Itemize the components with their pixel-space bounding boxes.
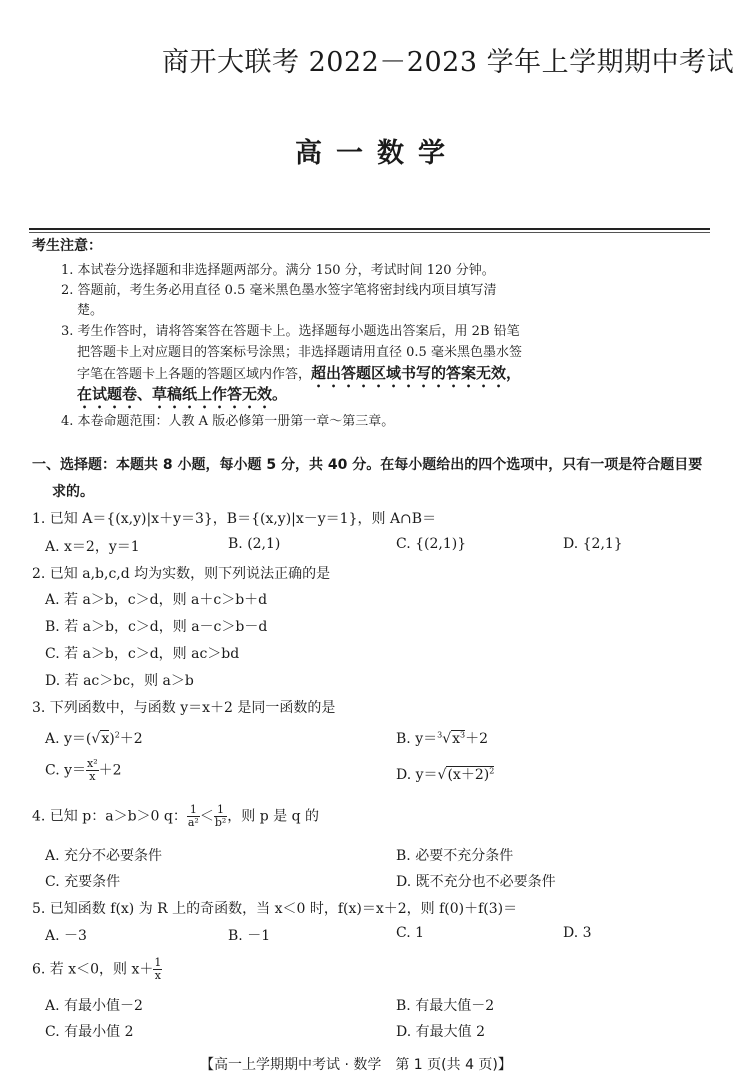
notice-emphasis-2: 在试题卷、草稿纸上作答无效。 — [77, 385, 288, 403]
question-6-stem: 6. 若 x＜0，则 x＋ $\frac{1}{x}$ — [32, 956, 162, 982]
notice-heading: 考生注意： — [32, 238, 102, 254]
question-3-option-a: A. $y=(√x)^2+2$ — [45, 730, 143, 747]
section-heading: 一、选择题：本题共 8 小题，每小题 5 分，共 40 分。在每小题给出的四个选项中，只有一项是符合题目要 — [32, 457, 703, 473]
question-3-option-d: D. $y=√(x+2)^2$ — [396, 766, 495, 783]
notice-item-3: 3. 考生作答时，请将答案答在答题卡上。选择题每小题选出答案后，用 2B 铅笔 — [61, 324, 520, 339]
subject-title: 高一数学 — [295, 138, 459, 169]
question-3-stem: 3. 下列函数中，与函数 y＝x＋2 是同一函数的是 — [32, 700, 336, 716]
section-heading-cont: 求的。 — [52, 484, 94, 500]
question-1-option-d: D. {2,1} — [563, 536, 623, 552]
notice-item-1: 1. 本试卷分选择题和非选择题两部分。满分 150 分，考试时间 120 分钟。 — [61, 263, 495, 278]
question-1-option-b: B. (2,1) — [228, 536, 281, 552]
question-5-stem: 5. 已知函数 f(x) 为 R 上的奇函数，当 x＜0 时，f(x)＝x＋2，则 f(0)＋f(3)＝ — [32, 901, 518, 917]
notice-item-3-cont: 把答题卡上对应题目的答案标号涂黑；非选择题请用直径 0.5 毫米黑色墨水签 — [77, 345, 522, 360]
question-2-stem: 2. 已知 a,b,c,d 均为实数，则下列说法正确的是 — [32, 566, 331, 582]
question-1-stem: 1. 已知 A＝{(x,y)|x＋y＝3}，B＝{(x,y)|x－y＝1}，则 A∩B＝ — [32, 511, 437, 527]
question-6-option-c: C. 有最小值 2 — [45, 1024, 134, 1040]
question-6-option-a: A. 有最小值－2 — [45, 998, 143, 1014]
question-2-option-c: C. 若 a＞b，c＞d，则 ac＞bd — [45, 646, 240, 662]
question-4-option-b: B. 必要不充分条件 — [396, 848, 514, 864]
question-4-option-a: A. 充分不必要条件 — [45, 848, 163, 864]
notice-emphasis-1: 超出答题区域书写的答案无效， — [311, 364, 522, 382]
question-5-option-a: A. －3 — [45, 928, 87, 944]
question-1-option-a: A. x＝2，y＝1 — [45, 539, 140, 555]
header-rule-thick — [29, 228, 710, 230]
question-6-option-d: D. 有最大值 2 — [396, 1024, 485, 1040]
question-3-option-b: B. $y=^3√x^3+2$ — [396, 730, 489, 747]
notice-item-3-plain: 字笔在答题卡上各题的答题区域内作答， — [77, 367, 312, 382]
question-5-option-b: B. －1 — [228, 928, 271, 944]
exam-title: 商开大联考 2022－2023 学年上学期期中考试 — [162, 47, 735, 78]
question-4-option-d: D. 既不充分也不必要条件 — [396, 874, 556, 890]
question-5-option-c: C. 1 — [396, 925, 425, 941]
question-2-option-b: B. 若 a＞b，c＞d，则 a－c＞b－d — [45, 619, 268, 635]
question-2-option-a: A. 若 a＞b，c＞d，则 a＋c＞b＋d — [45, 592, 268, 608]
question-3-option-c: C. y＝ $\frac{\text{x²}}{x}$ ＋2 — [45, 757, 122, 783]
notice-item-2-cont: 楚。 — [77, 303, 104, 318]
question-4-stem: 4. 已知 p：a＞b＞0 q： $\frac{1}{\text{a²}}$ ＜ $\frac{1}{\text{b²}}$ ，则 p 是 q 的 — [32, 803, 320, 829]
header-rule-thin — [29, 232, 710, 233]
question-6-option-b: B. 有最大值－2 — [396, 998, 495, 1014]
question-1-option-c: C. {(2,1)} — [396, 536, 467, 552]
notice-item-2: 2. 答题前，考生务必用直径 0.5 毫米黑色墨水签字笔将密封线内项目填写清 — [61, 283, 497, 298]
notice-item-4: 4. 本卷命题范围：人教 A 版必修第一册第一章～第三章。 — [61, 414, 395, 429]
question-5-option-d: D. 3 — [563, 925, 592, 941]
page-footer: 【高一上学期期中考试 · 数学 第 1 页(共 4 页)】 — [200, 1057, 512, 1073]
question-4-option-c: C. 充要条件 — [45, 874, 121, 890]
question-2-option-d: D. 若 ac＞bc，则 a＞b — [45, 673, 194, 689]
